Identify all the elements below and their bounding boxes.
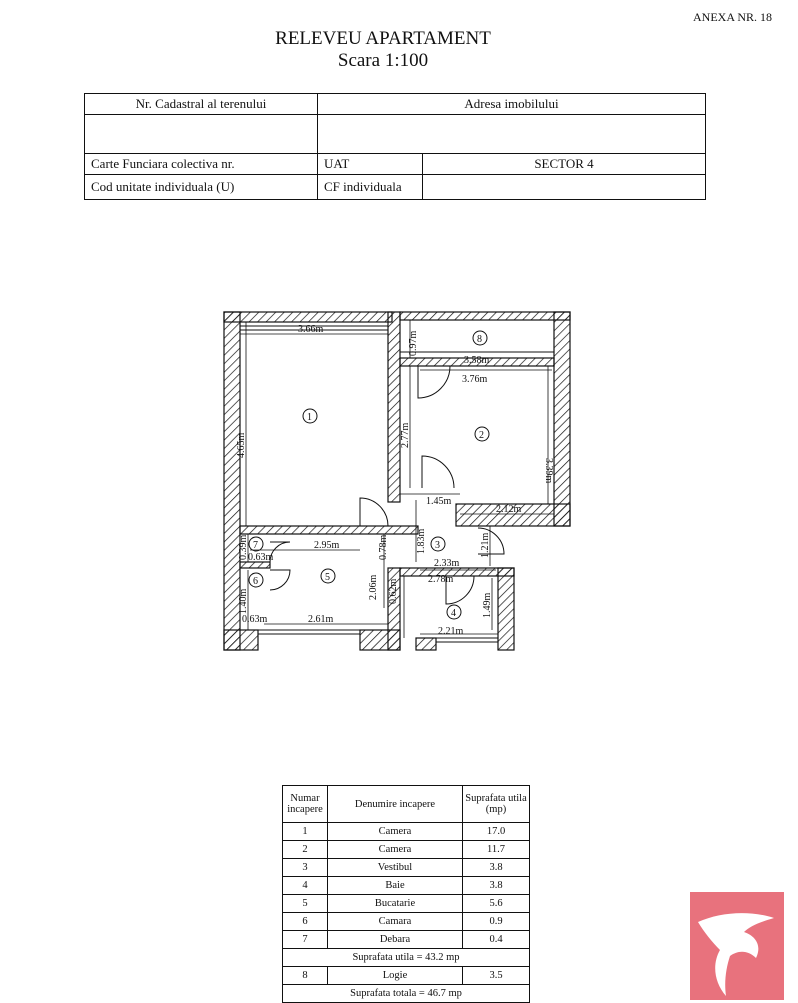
row-number: 5 bbox=[283, 895, 328, 913]
col-header-number: Numar incapere bbox=[283, 786, 328, 823]
row-number: 3 bbox=[283, 859, 328, 877]
dim-r2-height-right: 3.39m bbox=[543, 458, 554, 484]
row-area: 0.4 bbox=[463, 931, 530, 949]
address-label: Adresa imobilului bbox=[318, 94, 706, 115]
row-name: Logie bbox=[328, 967, 463, 985]
room-number-1: 1 bbox=[307, 412, 312, 423]
room-number-5: 5 bbox=[325, 572, 330, 583]
row-area: 11.7 bbox=[463, 841, 530, 859]
dim-r3-height: 1.83m bbox=[416, 528, 427, 554]
total-area: Suprafata totala = 46.7 mp bbox=[283, 985, 530, 1003]
row-area: 0.9 bbox=[463, 913, 530, 931]
cf-individuala-label: CF individuala bbox=[318, 175, 423, 200]
dim-r4-left: 0.62m bbox=[388, 578, 399, 604]
room-number-8: 8 bbox=[477, 334, 482, 345]
scale-label: Scara 1:100 bbox=[337, 50, 429, 71]
dim-r2-bottom-right: 2.12m bbox=[496, 504, 522, 515]
floor-plan bbox=[220, 308, 576, 654]
dim-r4-width-top: 2.78m bbox=[428, 574, 454, 585]
cf-colectiva-label: Carte Funciara colectiva nr. bbox=[85, 154, 318, 175]
cadastral-value bbox=[85, 115, 318, 154]
dim-r4-right: 1.49m bbox=[482, 592, 493, 618]
rooms-table bbox=[282, 785, 530, 1003]
room-number-7: 7 bbox=[253, 540, 258, 551]
uat-label: UAT bbox=[318, 154, 423, 175]
dim-r2-height-left: 2.77m bbox=[400, 422, 411, 448]
address-value bbox=[318, 115, 706, 154]
table-row bbox=[283, 895, 530, 913]
table-row bbox=[283, 877, 530, 895]
row-name: Bucatarie bbox=[328, 895, 463, 913]
dim-r4-bottom: 2.21m bbox=[438, 626, 464, 637]
dim-r5-right: 2.06m bbox=[368, 574, 379, 600]
room-number-6: 6 bbox=[253, 576, 258, 587]
row-number: 8 bbox=[283, 967, 328, 985]
dim-r3-right: 1.21m bbox=[480, 532, 491, 558]
row-area: 5.6 bbox=[463, 895, 530, 913]
page-title: RELEVEU APARTAMENT bbox=[275, 28, 491, 49]
row-number: 4 bbox=[283, 877, 328, 895]
row-name: Camera bbox=[328, 823, 463, 841]
row-name: Vestibul bbox=[328, 859, 463, 877]
annex-number: ANEXA NR. 18 bbox=[692, 10, 772, 24]
row-area: 3.8 bbox=[463, 877, 530, 895]
row-name: Baie bbox=[328, 877, 463, 895]
header-table bbox=[84, 93, 706, 200]
dim-r5-top: 2.95m bbox=[314, 540, 340, 551]
table-row bbox=[283, 859, 530, 877]
table-row bbox=[283, 841, 530, 859]
row-name: Camera bbox=[328, 841, 463, 859]
room-number-3: 3 bbox=[435, 540, 440, 551]
dim-r2-width: 3.76m bbox=[462, 374, 488, 385]
dim-r1-height: 4.65m bbox=[236, 432, 247, 458]
col-header-name: Denumire incapere bbox=[328, 786, 463, 823]
uat-value: SECTOR 4 bbox=[423, 154, 706, 175]
row-number: 1 bbox=[283, 823, 328, 841]
cadastral-label: Nr. Cadastral al terenului bbox=[85, 94, 318, 115]
dim-r1-width: 3.66m bbox=[298, 324, 324, 335]
dim-r5-bottom: 2.61m bbox=[308, 614, 334, 625]
dim-r7-height: 0.39m bbox=[238, 534, 249, 560]
dim-r8-depth: 0.97m bbox=[408, 330, 419, 356]
dim-r3-width: 2.33m bbox=[434, 558, 460, 569]
dim-r2-bottom-left: 1.45m bbox=[426, 496, 452, 507]
table-row bbox=[283, 967, 530, 985]
cod-unitate-label: Cod unitate individuala (U) bbox=[85, 175, 318, 200]
dim-r7-width: 0.63m bbox=[248, 552, 274, 563]
dim-r6-height: 1.40m bbox=[238, 588, 249, 614]
row-area: 17.0 bbox=[463, 823, 530, 841]
table-row bbox=[283, 823, 530, 841]
dim-r6-width: 0.63m bbox=[242, 614, 268, 625]
dim-r8-width: 3.58m bbox=[464, 355, 490, 366]
row-number: 7 bbox=[283, 931, 328, 949]
bird-logo bbox=[690, 892, 784, 1000]
total-usable-area: Suprafata utila = 43.2 mp bbox=[283, 949, 530, 967]
row-area: 3.5 bbox=[463, 967, 530, 985]
table-row bbox=[283, 913, 530, 931]
row-area: 3.8 bbox=[463, 859, 530, 877]
room-number-2: 2 bbox=[479, 430, 484, 441]
row-number: 6 bbox=[283, 913, 328, 931]
table-row bbox=[283, 931, 530, 949]
row-number: 2 bbox=[283, 841, 328, 859]
row-name: Debara bbox=[328, 931, 463, 949]
col-header-area: Suprafata utila (mp) bbox=[463, 786, 530, 823]
row-name: Camara bbox=[328, 913, 463, 931]
dim-r5-door: 0.78m bbox=[378, 534, 389, 560]
room-number-4: 4 bbox=[451, 608, 456, 619]
cf-individuala-value bbox=[423, 175, 706, 200]
